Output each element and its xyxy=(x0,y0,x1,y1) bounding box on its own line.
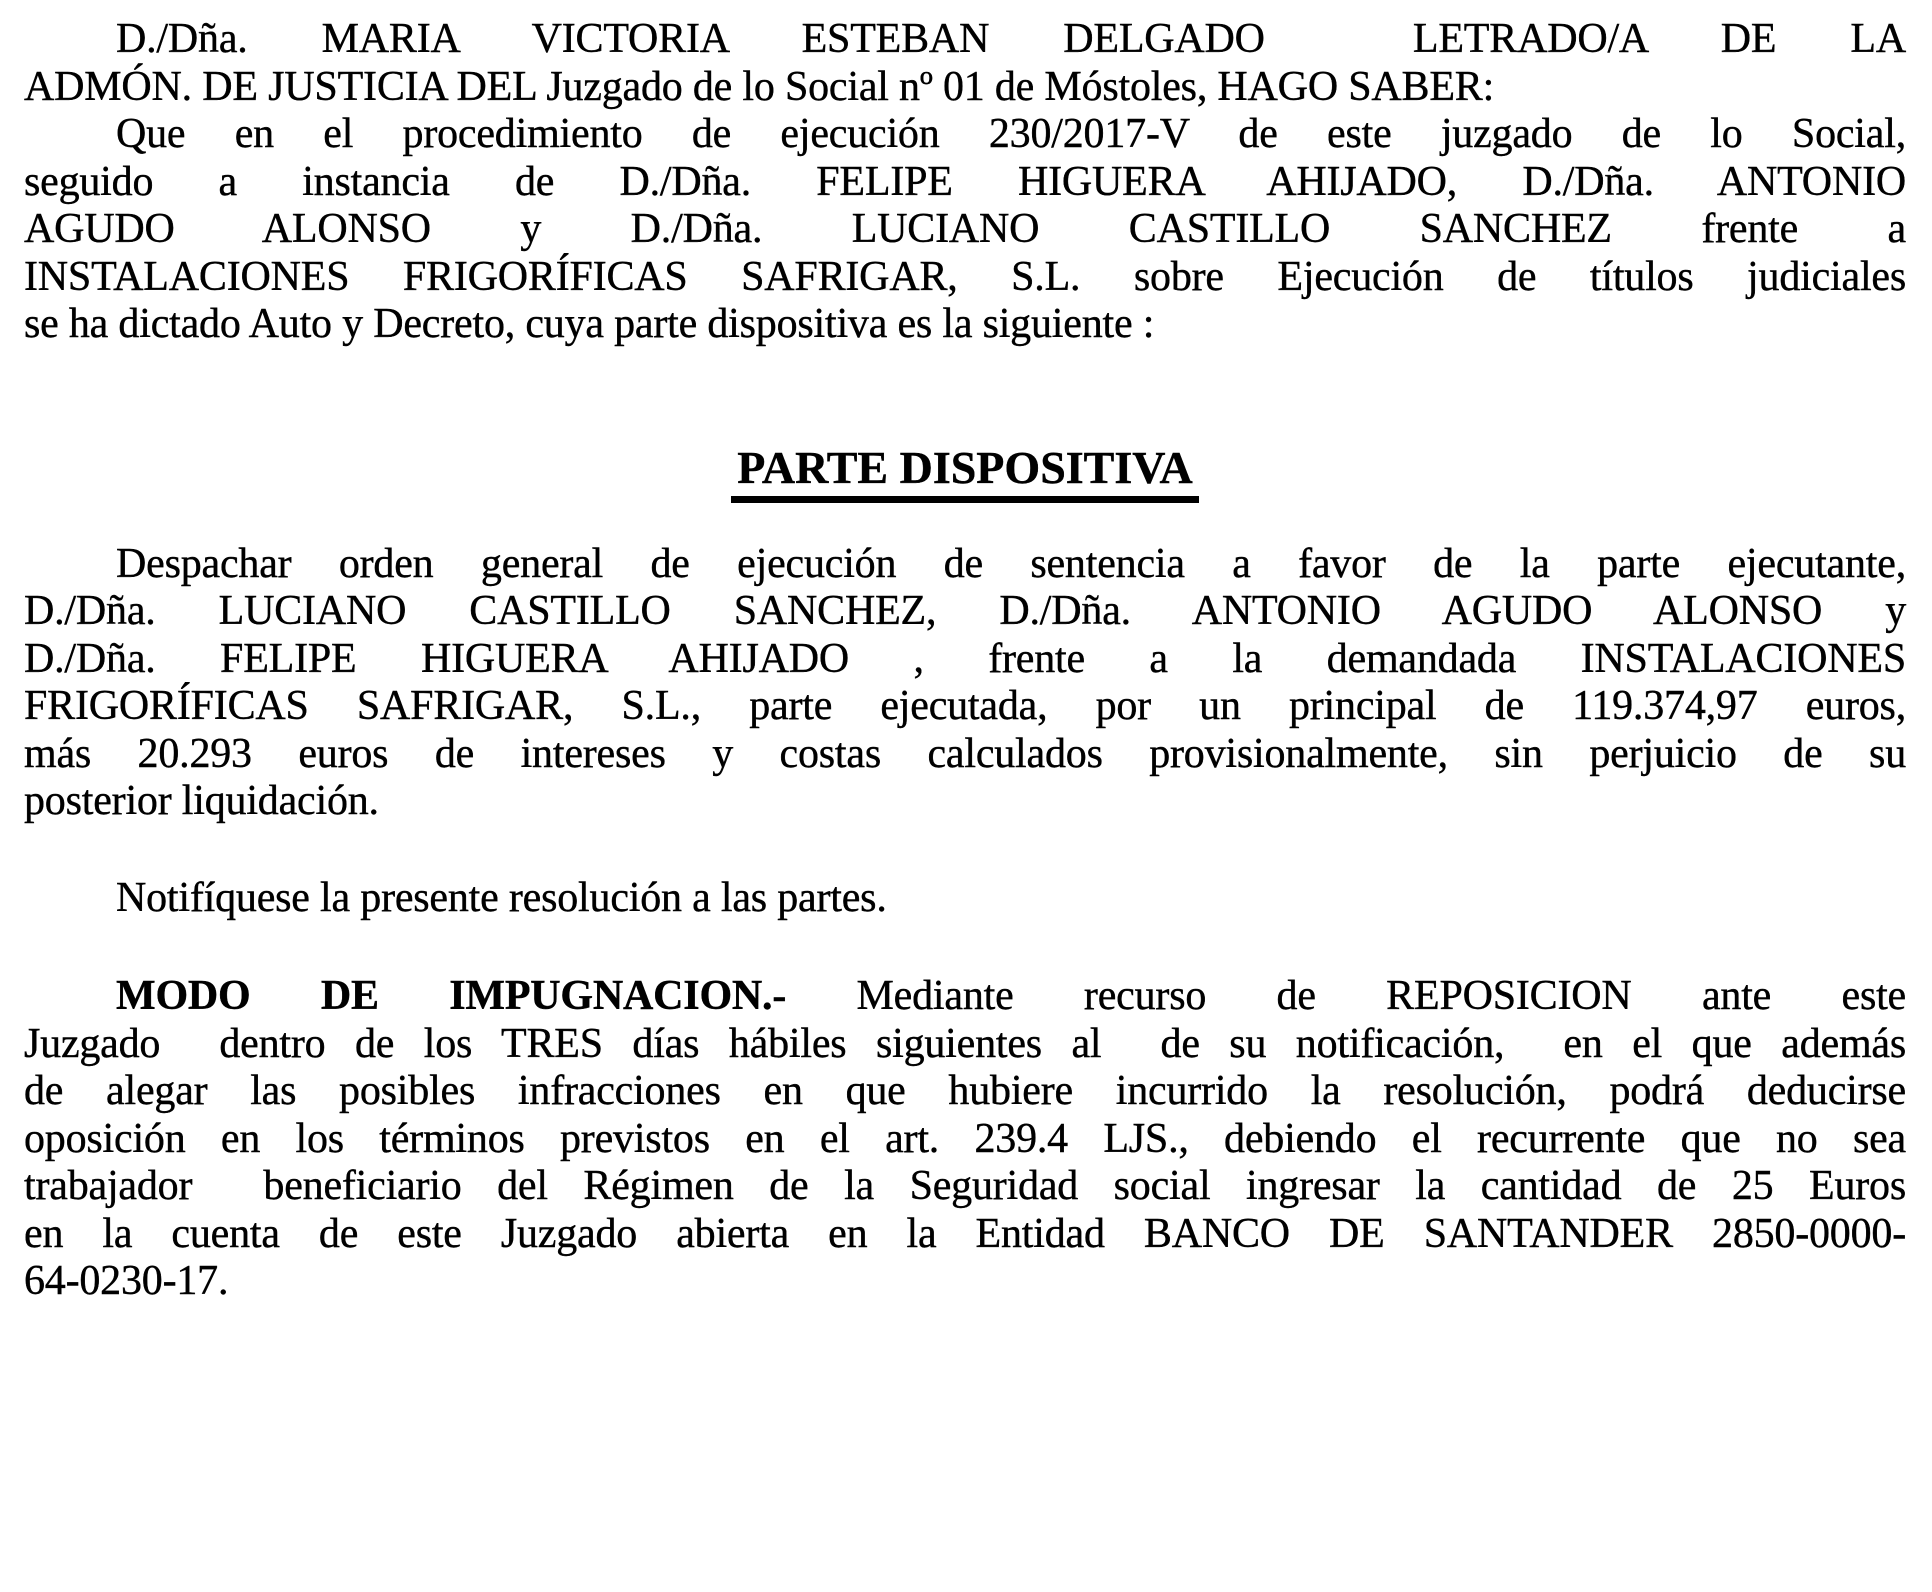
document-line xyxy=(24,1258,1906,1306)
document-line xyxy=(24,206,1906,254)
document-line xyxy=(24,875,1906,923)
modo-impugnacion-paragraph xyxy=(24,973,1906,1306)
text-run: ADMÓN. DE JUSTICIA DEL Juzgado de lo Social nº 01 de Móstoles, HAGO SABER: xyxy=(24,63,1495,110)
document-line xyxy=(24,1021,1906,1069)
parte-dispositiva-heading xyxy=(24,443,1906,503)
text-run: trabajador beneficiario del Régimen de la Seguridad social ingresar la cantidad de 25 Euros xyxy=(24,1163,1906,1209)
procedure-paragraph xyxy=(24,111,1906,349)
document-line xyxy=(24,683,1906,731)
document-line xyxy=(24,731,1906,779)
document-line xyxy=(24,1068,1906,1116)
text-run: Notifíquese la presente resolución a las partes. xyxy=(116,874,887,921)
text-run: D./Dña. LUCIANO CASTILLO SANCHEZ, D./Dña. ANTONIO AGUDO ALONSO y xyxy=(24,588,1906,634)
document-body xyxy=(24,16,1906,1306)
text-run: más 20.293 euros de intereses y costas calculados provisionalmente, sin perjuicio de su xyxy=(24,730,1906,777)
text-run: FRIGORÍFICAS SAFRIGAR, S.L., parte ejecutada, por un principal de 119.374,97 euros, xyxy=(24,683,1906,729)
document-line xyxy=(24,588,1906,636)
document-line xyxy=(24,301,1906,349)
document-line xyxy=(24,16,1906,64)
text-run: seguido a instancia de D./Dña. FELIPE HIGUERA AHIJADO, D./Dña. ANTONIO xyxy=(24,158,1906,205)
document-line xyxy=(24,111,1906,159)
text-run: Despachar orden general de ejecución de sentencia a favor de la parte ejecutante, xyxy=(116,540,1906,587)
document-line xyxy=(24,1116,1906,1164)
document-line xyxy=(24,1163,1906,1211)
despachar-paragraph xyxy=(24,541,1906,826)
text-run: se ha dictado Auto y Decreto, cuya parte dispositiva es la siguiente : xyxy=(24,301,1155,347)
text-run: 64-0230-17. xyxy=(24,1258,229,1304)
text-run: INSTALACIONES FRIGORÍFICAS SAFRIGAR, S.L. sobre Ejecución de títulos judiciales xyxy=(24,253,1906,300)
document-line xyxy=(24,1211,1906,1259)
text-run: Juzgado dentro de los TRES días hábiles siguientes al de su notificación, en el que además xyxy=(24,1020,1906,1067)
document-line xyxy=(24,541,1906,589)
text-run: Mediante recurso de REPOSICION ante este xyxy=(786,973,1906,1019)
document-line xyxy=(24,973,1906,1021)
text-run: AGUDO ALONSO y D./Dña. LUCIANO CASTILLO SANCHEZ frente a xyxy=(24,206,1906,252)
text-run: posterior liquidación. xyxy=(24,778,379,824)
text-run: D./Dña. MARIA VICTORIA ESTEBAN DELGADO LETRADO/A DE LA xyxy=(116,16,1906,62)
text-run: Que en el procedimiento de ejecución 230/2017-V de este juzgado de lo Social, xyxy=(116,111,1906,157)
text-run: oposición en los términos previstos en el art. 239.4 LJS., debiendo el recurrente que no sea xyxy=(24,1115,1906,1162)
document-line xyxy=(24,254,1906,302)
document-line xyxy=(24,636,1906,684)
section-heading-text: PARTE DISPOSITIVA xyxy=(731,443,1199,503)
text-run: en la cuenta de este Juzgado abierta en la Entidad BANCO DE SANTANDER 2850-0000- xyxy=(24,1210,1906,1257)
document-line xyxy=(24,159,1906,207)
text-run: D./Dña. FELIPE HIGUERA AHIJADO , frente a la demandada INSTALACIONES xyxy=(24,635,1906,682)
text-run: de alegar las posibles infracciones en que hubiere incurrido la resolución, podrá deducirse xyxy=(24,1068,1906,1114)
bold-text-run: MODO DE IMPUGNACION.- xyxy=(116,973,787,1019)
document-line xyxy=(24,64,1906,112)
intro-paragraph xyxy=(24,16,1906,111)
notifiquese-paragraph xyxy=(24,875,1906,923)
document-line xyxy=(24,778,1906,826)
